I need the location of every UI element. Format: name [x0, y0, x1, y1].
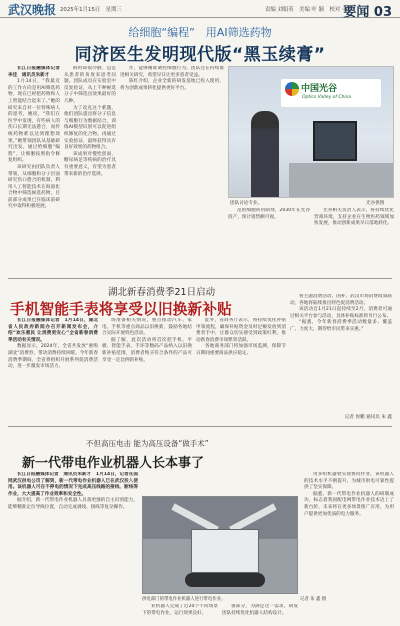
section-divider — [8, 426, 392, 427]
photo-sign-subtext: Optics Valley of China — [302, 95, 352, 100]
top-story-column-5 — [314, 208, 394, 248]
paragraph: 光谷相关负责人表示，将持续优化营商环境，支持企业在生物医药领域加快发展，推动创新成果早日落地转化。 — [314, 208, 394, 227]
paragraph: 据了解，此次活动将首次把手机、平板、智能手表、手环等数码产品纳入以旧换新补贴范围，消费者购买符合条件的产品可享受一定比例的补贴。 — [102, 337, 192, 363]
photo-desk — [289, 163, 394, 198]
paragraph: 据介绍，新一代带电作业机器人具备更强的自主识别能力，能够精准定位导线位置，自动完成剥线、接线等复杂操作。 — [8, 498, 138, 510]
bottom-story-column-1 — [8, 472, 138, 622]
paragraph: 为了攻克这个难题，他们团队提出将分子信息与细胞行为数据结合，训练AI模型识别可以促进组织修复的化合物。再通过实验验证，最终获得具有良好效果的药物组合。 — [64, 105, 116, 151]
mid-story-byline: 记者 侯鹏 通讯员 朱 鑫 — [344, 415, 392, 420]
robot-body — [191, 529, 259, 573]
paragraph: 数据显示，2024年，全省共发放“惠购湖北”消费券，带动消费持续回暖。今年新春消费季期间，全省将组织开展系列促消费活动，进一步激发市场活力。 — [8, 344, 98, 370]
top-story-column-2 — [64, 66, 116, 246]
top-story-column-1 — [8, 66, 60, 246]
robot-track — [185, 573, 265, 587]
mid-story-headline: 手机智能手表将享受以旧换新补贴 — [10, 301, 232, 318]
mid-story-column-1 — [8, 318, 98, 414]
paragraph: 范的细胞药用制剂，2030年在光谷投产，预计销售额可观。 — [228, 208, 310, 220]
paragraph: 此外，省商务厅表示，将持续优化补贴申领流程，确保补贴资金及时足额发放到消费者手中，让群众切实感受到政策红利，推动新春消费市场繁荣活跃。 — [196, 318, 286, 343]
bottom-story-headline: 新一代带电作业机器人长本事了 — [22, 456, 205, 471]
bottom-story-column-3 — [222, 604, 298, 624]
bottom-story-column-2 — [142, 604, 218, 624]
bottom-story-photo — [142, 496, 298, 594]
paragraph: 该成果对慢性创面、糖尿病足等疾病的治疗具有重要意义，有望为患者带来新的治疗选择。 — [64, 151, 116, 177]
paragraph: 备部分，为满足这一需求，研发团队持续优化机器人结构设计。 — [222, 604, 298, 616]
paragraph: 作，能够精准调控细胞行为。团队还在持续推进相关研究，希望早日让更多患者受益。 — [120, 66, 224, 78]
top-story-photo — [228, 66, 394, 198]
bottom-story-kicker: 不但高压电击 能为高压设备“做手术” — [86, 439, 209, 448]
bottom-photo-credit: 记者 朱 鑫 摄 — [300, 597, 327, 602]
paragraph: 长江日报融媒体记者李佳 通讯员朱新才 — [8, 66, 60, 78]
mid-story-kicker: 湖北新春消费季21日启动 — [108, 287, 216, 298]
photo-person — [251, 111, 279, 198]
paragraph: 长江日报融媒体记者 通讯员朱新才 1月14日，记者在国网武汉供电公司了解到，新一代带电作业机器人已在武汉投入使用。该机器人可在不停电的情况下完成高压线路的接线、断线等作业，大大提高了作业效率和安全性。 — [8, 472, 138, 497]
paragraph: 各地商务部门将加强市场监测，保障节日期间重要商品供应稳定。 — [196, 344, 286, 356]
paragraph: 该活动自1月21日起持续至2月，消费者可通过相关平台参与活动，具体补贴标准将另行公布。 — [290, 307, 392, 319]
optics-valley-logo-icon — [285, 82, 299, 96]
top-story-headline: 同济医生发明现代版“黑玉续膏” — [74, 45, 326, 65]
top-story-column-4 — [228, 208, 310, 248]
bottom-photo-caption: 供电部门的带电作业机器人进行带电作业。 — [142, 597, 226, 602]
paragraph: 陈红介绍，企业全新的研发基地已投入使用，将为创新成果转化提供更好平台。 — [120, 79, 224, 91]
top-story-kicker: 给细胞“编程” 用AI筛选药物 — [128, 26, 272, 39]
editor-credits: 责编 刘娟英 美编 叶 颖 校对 毛莎 — [265, 7, 353, 13]
paragraph: 场准备相关情况，重点推动汽车、家电、手机等重点商品以旧换新，鼓励各地结合实际开展特色活动。 — [102, 318, 192, 337]
top-photo-caption: 团队讨论专业。 — [230, 201, 263, 206]
masthead — [0, 0, 400, 18]
paragraph: 据悉，新一代带电作业机器人的研制成功，标志着我国配电网带电作业技术迈上了新台阶，未来将在更多场景推广应用，为用户提供更加优质的电力服务。 — [304, 491, 394, 517]
paragraph: 将主题消费活动、国补、武汉市场消费政策联动，各地将陆续推出特色促消费活动。 — [290, 294, 392, 306]
section-divider — [8, 278, 392, 279]
top-photo-credit: 光谷供图 — [366, 201, 385, 206]
section-label: 要闻 03 — [343, 5, 392, 20]
issue-date: 2025年1月15日 星期三 — [60, 7, 122, 13]
mid-story-column-3 — [196, 318, 286, 414]
paragraph: 该研究由团队负责人带领，从细胞和分子层面研究伤口愈合的机制，利用人工智能技术在海量化合物中筛选候选药物，目前部分成果已在临床前研究中取得积极进展。 — [8, 164, 60, 210]
paragraph: “据悉，今年新春消费季活动数量多、覆盖广、力度大，期待给市民带来实惠。” — [290, 320, 392, 332]
paragraph: 1月14日，“我最近的工作方向是用AI筛选药物，现在已经把药物和人工智能结合起来了。”她的研究来自对一位特殊病人的思考，她说，“我们在医学中发现，有些病人的伤口长期无法愈合，而传统药物难以达到理想效果。”她带领团队从基础研究出发，通过给细胞“编程”，让细胞按照指令修复组织。 — [8, 79, 60, 164]
newspaper-name: 武汉晚报 — [8, 3, 57, 17]
photo-sign-text: 中国光谷 — [301, 84, 338, 94]
paragraph: 长江日报融媒体记者 1月14日，湖北省人民政府新闻办召开新闻发布会，介绍“欢乐惠民 让消费更安心”全省新春消费季活动有关情况。 — [8, 318, 98, 343]
photo-screen — [313, 121, 357, 161]
mid-story-column-4 — [290, 294, 392, 414]
mid-story-column-2 — [102, 318, 192, 414]
paragraph: 用多组机器臂实现协同作业，该机器人的技术水平不断提升，为城市供电可靠性提供了坚实保障。 — [304, 472, 394, 491]
paragraph: 病时却很冷静，总是从患者的角度来思考问题。团队成员在实验室中反复验证，从上千种候选分子中筛选出效果最好的几种。 — [64, 66, 116, 104]
paragraph: 业机器人完成了近20个不同场景下的带电作业，运行效果良好。 — [142, 604, 218, 616]
top-story-column-3 — [120, 66, 224, 246]
